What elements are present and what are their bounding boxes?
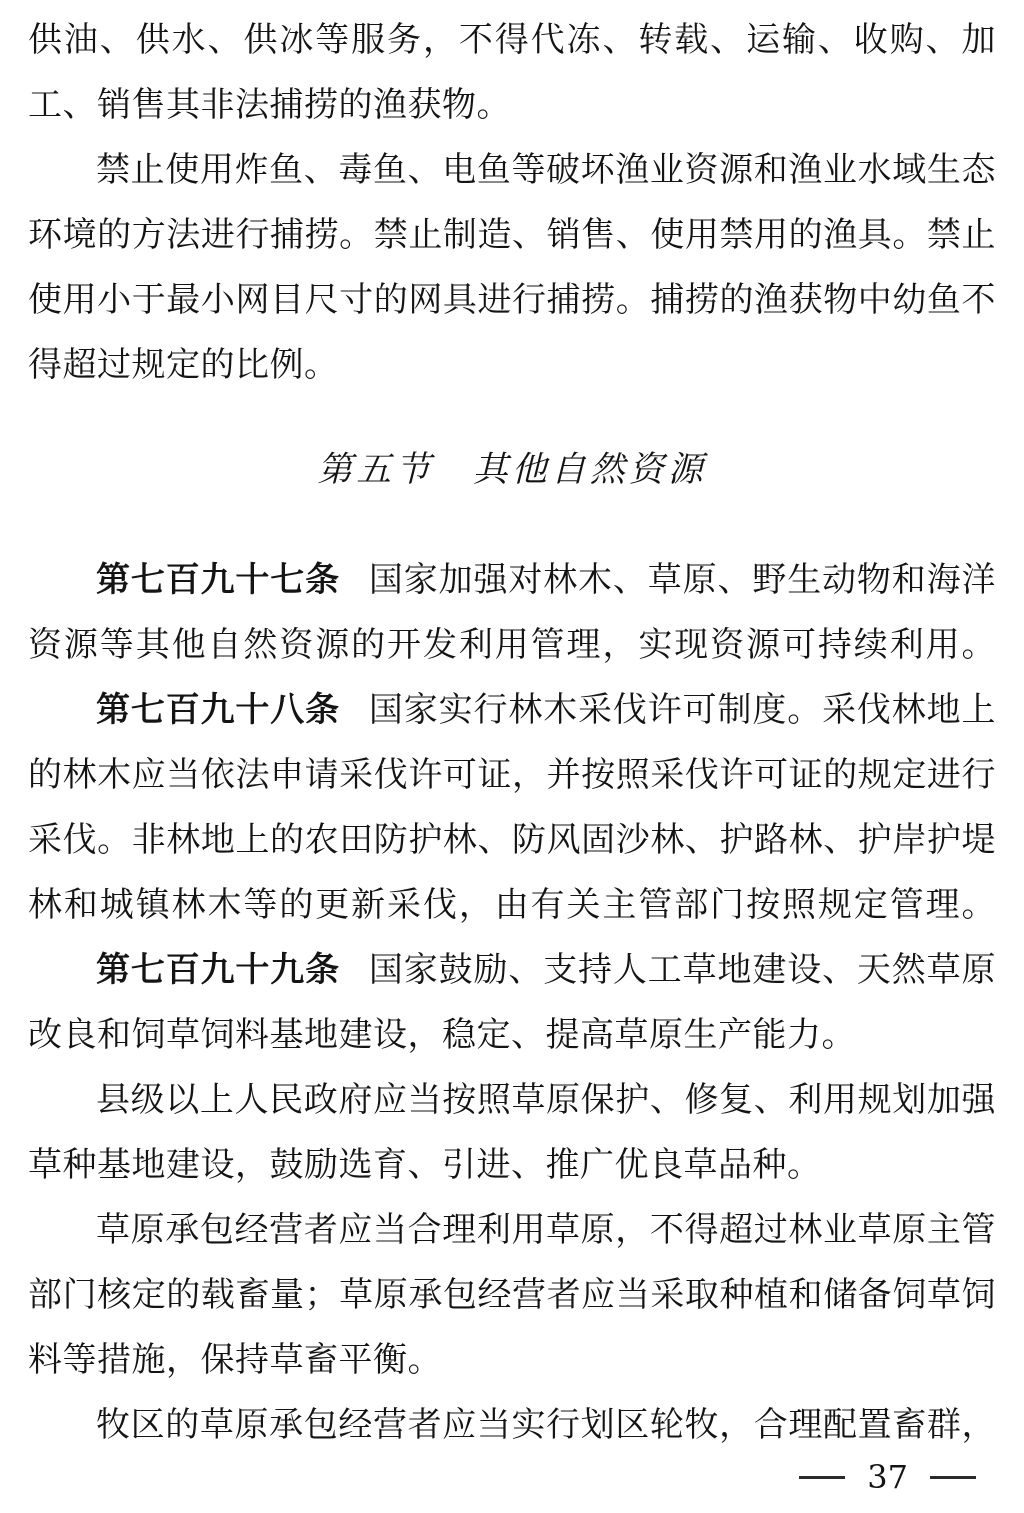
article-text: 国家加强对林木、草原、野生动物和海洋 <box>368 560 997 600</box>
text-line <box>28 548 996 613</box>
text-line: 禁止使用炸鱼、毒鱼、电鱼等破坏渔业资源和渔业水域生态 <box>96 150 996 190</box>
text-line: 环境的方法进行捕捞。禁止制造、销售、使用禁用的渔具。禁止 <box>28 215 996 255</box>
section-heading <box>28 438 996 503</box>
page-number-dash <box>930 1476 976 1479</box>
text-line: 牧区的草原承包经营者应当实行划区轮牧，合理配置畜群， <box>96 1405 996 1445</box>
section-number: 第五节 <box>317 450 435 490</box>
article-text: 国家实行林木采伐许可制度。采伐林地上 <box>368 690 997 730</box>
section-title: 其他自然资源 <box>472 450 707 490</box>
text-line: 工、销售其非法捕捞的渔获物。 <box>28 85 511 125</box>
text-line: 资源等其他自然资源的开发利用管理，实现资源可持续利用。 <box>28 625 996 665</box>
page-number: 37 <box>867 1458 908 1496</box>
article-number: 第七百九十七条 <box>96 560 341 600</box>
text-line: 使用小于最小网目尺寸的网具进行捕捞。捕捞的渔获物中幼鱼不 <box>28 280 996 320</box>
text-line: 县级以上人民政府应当按照草原保护、修复、利用规划加强 <box>96 1080 996 1120</box>
text-line: 草原承包经营者应当合理利用草原，不得超过林业草原主管 <box>96 1210 996 1250</box>
text-line: 采伐。非林地上的农田防护林、防风固沙林、护路林、护岸护堤 <box>28 820 996 860</box>
text-line: 部门核定的载畜量；草原承包经营者应当采取种植和储备饲草饲 <box>28 1275 996 1315</box>
page-footer <box>799 1459 976 1495</box>
text-line <box>28 938 996 1003</box>
text-line: 供油、供水、供冰等服务，不得代冻、转载、运输、收购、加 <box>28 20 996 60</box>
text-line: 得超过规定的比例。 <box>28 345 339 385</box>
text-line <box>28 678 996 743</box>
article-number: 第七百九十九条 <box>96 950 341 990</box>
text-line: 林和城镇林木等的更新采伐，由有关主管部门按照规定管理。 <box>28 885 996 925</box>
text-line: 的林木应当依法申请采伐许可证，并按照采伐许可证的规定进行 <box>28 755 996 795</box>
text-line: 改良和饲草饲料基地建设，稳定、提高草原生产能力。 <box>28 1015 856 1055</box>
article-text: 国家鼓励、支持人工草地建设、天然草原 <box>368 950 997 990</box>
text-line: 料等措施，保持草畜平衡。 <box>28 1340 442 1380</box>
page-number-dash <box>799 1476 845 1479</box>
article-number: 第七百九十八条 <box>96 690 341 730</box>
text-line: 草种基地建设，鼓励选育、引进、推广优良草品种。 <box>28 1145 822 1185</box>
